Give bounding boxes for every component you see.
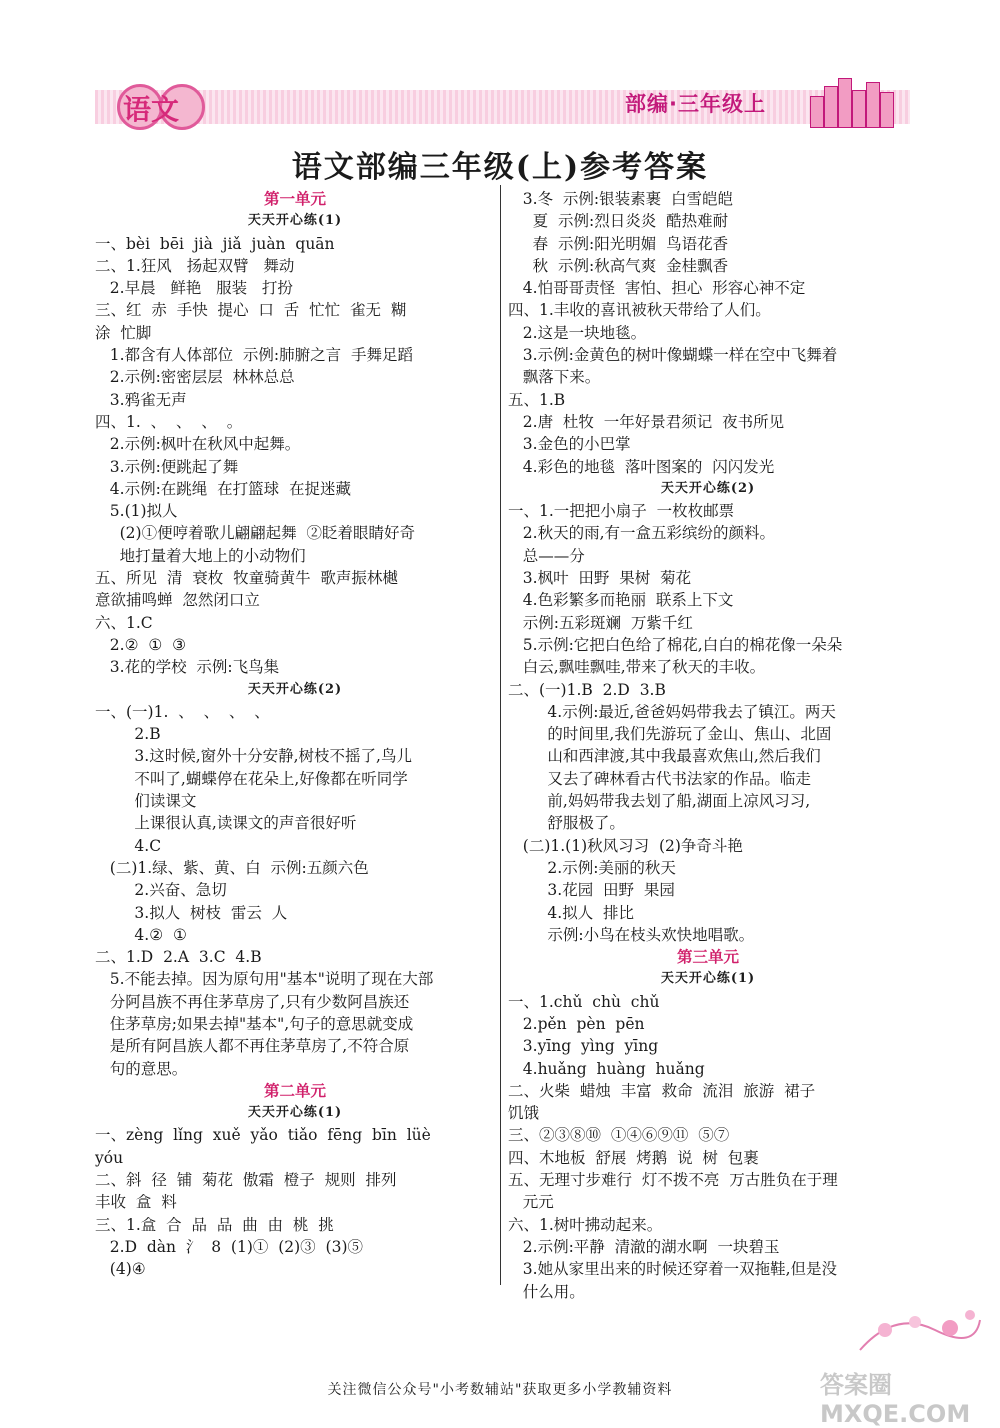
- answer-line: 2.示例:密密层层 林林总总: [95, 368, 295, 387]
- section-heading: 天天开心练(2): [660, 480, 756, 496]
- answer-line: 4.拟人 排比: [508, 903, 635, 922]
- answer-line: 4.C: [95, 836, 162, 855]
- answer-line: 2.示例:枫叶在秋风中起舞。: [95, 435, 301, 454]
- answer-line: 地打量着大地上的小动物们: [95, 546, 306, 565]
- answer-line: 2.兴奋、急切: [95, 881, 227, 900]
- page-title: 语文部编三年级(上)参考答案: [291, 150, 709, 185]
- answer-line: 3.示例:便跳起了舞: [95, 457, 239, 476]
- answer-line: 一、zèng lǐng xuě yǎo tiǎo fēng bīn lüè: [95, 1126, 431, 1145]
- answer-line: 4.怕哥哥责怪 害怕、担心 形容心神不定: [508, 279, 806, 298]
- subject-logo: [115, 80, 225, 132]
- page-header: [95, 78, 910, 136]
- answer-line: 4.彩色的地毯 落叶图案的 闪闪发光: [508, 457, 775, 476]
- section-heading: 天天开心练(1): [247, 1105, 343, 1121]
- answer-line: 不叫了,蝴蝶停在花朵上,好像都在听同学: [95, 769, 408, 788]
- answer-line: 三、1.盒 合 品 品 曲 由 桃 挑: [95, 1215, 334, 1234]
- answer-line: 涂 忙脚: [95, 323, 152, 342]
- answer-line: 丰收 盒 料: [95, 1193, 177, 1212]
- answer-line: 秋 示例:秋高气爽 金桂飘香: [508, 256, 729, 275]
- answer-line: 一、1.chǔ chù chǔ: [508, 992, 660, 1011]
- answer-line: 二、(一)1.B 2.D 3.B: [508, 680, 666, 699]
- answer-line: 4.示例:最近,爸爸妈妈带我去了镇江。两天: [508, 702, 836, 721]
- answer-line: 三、②③⑧⑩ ①④⑥⑨⑪ ⑤⑦: [508, 1126, 730, 1145]
- answer-line: 舒服极了。: [508, 814, 625, 833]
- answer-line: 前,妈妈带我去划了船,湖面上凉风习习,: [508, 792, 811, 811]
- answer-line: 二、1.D 2.A 3.C 4.B: [95, 948, 262, 967]
- answer-line: (二)1.绿、紫、黄、白 示例:五颜六色: [95, 858, 369, 877]
- answer-line: 示例:小鸟在枝头欢快地唱歌。: [508, 925, 755, 944]
- answer-line: 是所有阿昌族人都不再住茅草房了,不符合原: [95, 1037, 410, 1056]
- answer-line: 2.示例:平静 清澈的湖水啊 一块碧玉: [508, 1237, 780, 1256]
- answer-line: 总——分: [508, 546, 585, 565]
- answer-line: 元元: [508, 1193, 554, 1212]
- answer-line: 4.示例:在跳绳 在打篮球 在捉迷藏: [95, 479, 352, 498]
- answer-line: 夏 示例:烈日炎炎 酷热难耐: [508, 212, 729, 231]
- unit-heading: 第三单元: [676, 948, 739, 967]
- answer-line: 2.秋天的雨,有一盒五彩缤纷的颜料。: [508, 524, 775, 543]
- answer-line: 3.拟人 树枝 雷云 人: [95, 903, 288, 922]
- right-column: [508, 188, 908, 1303]
- answer-line: 意欲捕鸣蝉 忽然闭口立: [95, 591, 260, 610]
- answer-line: 2.B: [95, 725, 161, 744]
- answer-line: 飘落下来。: [508, 368, 601, 387]
- answer-line: 2.② ① ③: [95, 635, 186, 654]
- answer-line: 上课很认真,读课文的声音很好听: [95, 814, 357, 833]
- answer-line: 5.不能去掉。因为原句用"基本"说明了现在大部: [95, 970, 434, 989]
- answer-line: 示例:五彩斑斓 万紫千红: [508, 613, 693, 632]
- answer-line: 3.花园 田野 果园: [508, 881, 675, 900]
- answer-line: 饥饿: [508, 1104, 540, 1123]
- answer-line: 2.早晨 鲜艳 服装 打扮: [95, 279, 293, 298]
- answer-line: 3.鸦雀无声: [95, 390, 187, 409]
- answer-line: 二、斜 径 铺 菊花 傲霜 橙子 规则 排列: [95, 1171, 397, 1190]
- answer-line: 2.这是一块地毯。: [508, 323, 647, 342]
- grade-label: 部编·三年级上: [625, 92, 766, 116]
- answer-line: 五、1.B: [508, 390, 566, 409]
- section-heading: 天天开心练(2): [247, 681, 343, 697]
- answer-line: 2.示例:美丽的秋天: [508, 858, 676, 877]
- answer-line: 四、木地板 舒展 烤鹅 说 树 包裹: [508, 1148, 759, 1167]
- answer-line: 又去了碑林看古代书法家的作品。临走: [508, 769, 811, 788]
- answer-line: 什么用。: [508, 1282, 585, 1301]
- column-divider: [500, 185, 501, 1285]
- logo-text: 语文: [123, 93, 180, 126]
- answer-line: 二、火柴 蜡烛 丰富 救命 流泪 旅游 裙子: [508, 1081, 816, 1100]
- answer-line: 3.花的学校 示例:飞鸟集: [95, 658, 280, 677]
- answer-line: 3.冬 示例:银装素裹 白雪皑皑: [508, 190, 734, 208]
- answer-line: 一、bèi bēi jià jiǎ juàn quān: [95, 234, 335, 253]
- answer-line: 们读课文: [95, 792, 197, 811]
- answer-line: 四、1.丰收的喜讯被秋天带给了人们。: [508, 301, 771, 320]
- answer-line: 2.pěn pèn pēn: [508, 1014, 645, 1033]
- watermark: 答案圈 MXQE.COM: [820, 1371, 971, 1428]
- unit-heading: 第一单元: [263, 190, 326, 208]
- answer-line: 句的意思。: [95, 1059, 188, 1078]
- answer-line: 山和西津渡,其中我最喜欢焦山,然后我们: [508, 747, 821, 766]
- footer-note: 关注微信公众号"小考数辅站"获取更多小学教辅资料: [327, 1382, 673, 1398]
- answer-line: 分阿昌族不再住茅草房了,只有少数阿昌族还: [95, 992, 410, 1011]
- answer-line: yóu: [95, 1148, 124, 1167]
- answer-line: 3.枫叶 田野 果树 菊花: [508, 569, 692, 588]
- answer-line: 住茅草房;如果去掉"基本",句子的意思就变成: [95, 1014, 414, 1033]
- answer-line: 六、1.C: [95, 613, 153, 632]
- answer-line: 5.示例:它把白色给了棉花,白白的棉花像一朵朵: [508, 635, 843, 654]
- answer-line: (4)④: [95, 1260, 146, 1279]
- answer-line: 5.(1)拟人: [95, 502, 178, 521]
- answer-line: 3.示例:金黄色的树叶像蝴蝶一样在空中飞舞着: [508, 346, 838, 365]
- answer-line: (二)1.(1)秋风习习 (2)争奇斗艳: [508, 836, 743, 855]
- answer-line: 六、1.树叶拂动起来。: [508, 1215, 663, 1234]
- answer-line: 春 示例:阳光明媚 鸟语花香: [508, 234, 729, 253]
- answer-line: 1.都含有人体部位 示例:肺腑之言 手舞足蹈: [95, 346, 414, 365]
- answer-line: (2)①便哼着歌儿翩翩起舞 ②眨着眼睛好奇: [95, 524, 415, 543]
- answer-line: 2.唐 杜牧 一年好景君须记 夜书所见: [508, 412, 785, 431]
- books-icon: [810, 78, 910, 128]
- answer-line: 二、1.狂风 扬起双臂 舞动: [95, 256, 295, 275]
- section-heading: 天天开心练(1): [247, 213, 343, 229]
- answer-line: 2.D dàn 氵 8 (1)① (2)③ (3)⑤: [95, 1237, 363, 1256]
- section-heading: 天天开心练(1): [660, 971, 756, 987]
- answer-line: 白云,飘哇飘哇,带来了秋天的丰收。: [508, 658, 766, 677]
- answer-line: 一、1.一把把小扇子 一枚枚邮票: [508, 502, 735, 521]
- answer-line: 4.色彩繁多而艳丽 联系上下文: [508, 591, 734, 610]
- answer-line: 的时间里,我们先游玩了金山、焦山、北固: [508, 725, 832, 744]
- answer-line: 3.她从家里出来的时候还穿着一双拖鞋,但是没: [508, 1260, 837, 1279]
- answer-line: 3.金色的小巴掌: [508, 435, 631, 454]
- answer-line: 三、红 赤 手快 提心 口 舌 忙忙 雀无 糊: [95, 301, 407, 320]
- answer-line: 3.yīng yìng yīng: [508, 1037, 659, 1056]
- unit-heading: 第二单元: [263, 1081, 326, 1100]
- answer-line: 四、1. 、 、 、 。: [95, 412, 243, 431]
- answer-line: 一、(一)1. 、 、 、 、: [95, 702, 270, 721]
- flower-decoration-icon: [855, 1290, 985, 1370]
- answer-line: 3.这时候,窗外十分安静,树枝不摇了,鸟儿: [95, 747, 412, 766]
- answer-line: 五、所见 清 衰枚 牧童骑黄牛 歌声振林樾: [95, 569, 398, 588]
- answer-line: 4.huǎng huàng huǎng: [508, 1059, 705, 1078]
- left-column: [95, 188, 495, 1281]
- answer-line: 4.② ①: [95, 925, 187, 944]
- answer-line: 五、无理寸步难行 灯不拨不亮 万古胜负在于理: [508, 1171, 838, 1190]
